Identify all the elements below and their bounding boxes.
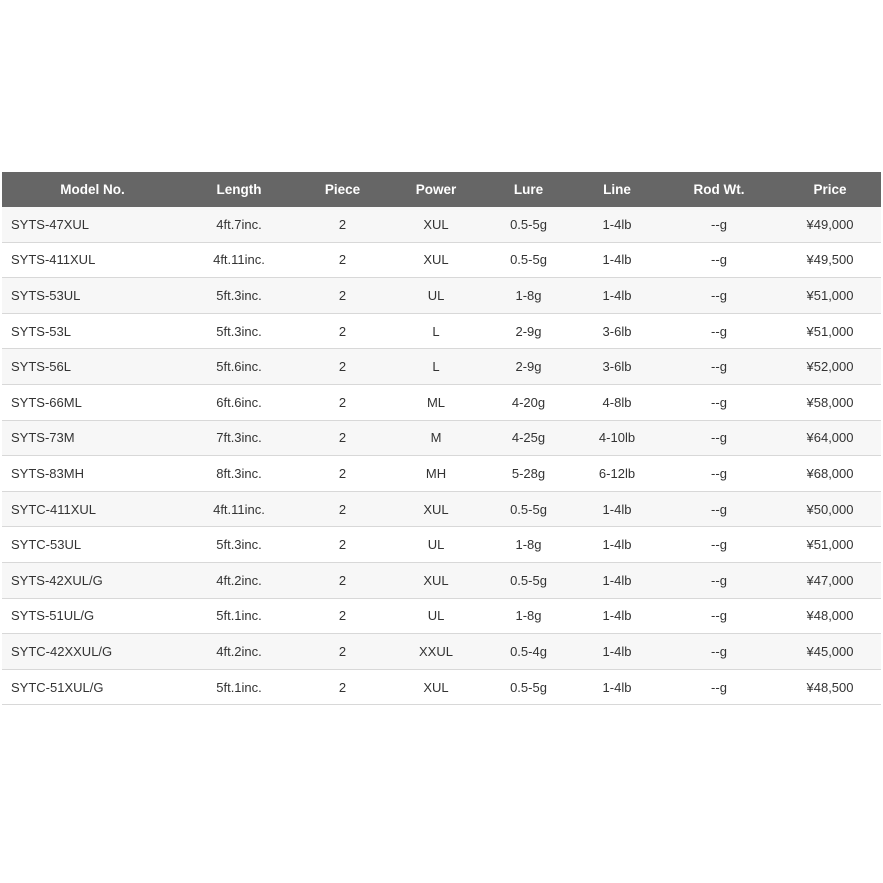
cell-lure: 0.5-5g bbox=[482, 242, 575, 278]
cell-model-no: SYTS-66ML bbox=[2, 384, 183, 420]
table-row bbox=[2, 242, 881, 278]
cell-piece: 2 bbox=[295, 242, 390, 278]
table-row bbox=[2, 278, 881, 314]
cell-length: 5ft.1inc. bbox=[183, 598, 295, 634]
header-line: Line bbox=[575, 172, 659, 207]
cell-price: ¥50,000 bbox=[779, 491, 881, 527]
cell-price: ¥48,000 bbox=[779, 598, 881, 634]
cell-lure: 4-25g bbox=[482, 420, 575, 456]
cell-length: 5ft.1inc. bbox=[183, 669, 295, 705]
cell-piece: 2 bbox=[295, 420, 390, 456]
cell-power: L bbox=[390, 313, 482, 349]
cell-lure: 1-8g bbox=[482, 598, 575, 634]
cell-lure: 0.5-4g bbox=[482, 634, 575, 670]
cell-model-no: SYTC-411XUL bbox=[2, 491, 183, 527]
cell-price: ¥51,000 bbox=[779, 313, 881, 349]
cell-model-no: SYTS-83MH bbox=[2, 456, 183, 492]
cell-line: 1-4lb bbox=[575, 207, 659, 242]
cell-lure: 0.5-5g bbox=[482, 669, 575, 705]
cell-line: 3-6lb bbox=[575, 313, 659, 349]
cell-line: 1-4lb bbox=[575, 278, 659, 314]
cell-model-no: SYTC-42XXUL/G bbox=[2, 634, 183, 670]
cell-price: ¥49,000 bbox=[779, 207, 881, 242]
table-body bbox=[2, 207, 881, 705]
cell-length: 6ft.6inc. bbox=[183, 384, 295, 420]
cell-line: 6-12lb bbox=[575, 456, 659, 492]
cell-model-no: SYTS-56L bbox=[2, 349, 183, 385]
cell-line: 1-4lb bbox=[575, 634, 659, 670]
cell-rod-weight: --g bbox=[659, 527, 779, 563]
header-length: Length bbox=[183, 172, 295, 207]
cell-rod-weight: --g bbox=[659, 384, 779, 420]
cell-line: 3-6lb bbox=[575, 349, 659, 385]
cell-length: 4ft.11inc. bbox=[183, 242, 295, 278]
cell-price: ¥64,000 bbox=[779, 420, 881, 456]
header-row bbox=[2, 172, 881, 207]
table-row bbox=[2, 634, 881, 670]
cell-length: 4ft.2inc. bbox=[183, 562, 295, 598]
cell-model-no: SYTS-411XUL bbox=[2, 242, 183, 278]
table-row bbox=[2, 562, 881, 598]
cell-rod-weight: --g bbox=[659, 456, 779, 492]
table-row bbox=[2, 669, 881, 705]
cell-line: 1-4lb bbox=[575, 527, 659, 563]
cell-length: 5ft.3inc. bbox=[183, 527, 295, 563]
cell-lure: 1-8g bbox=[482, 278, 575, 314]
cell-line: 1-4lb bbox=[575, 562, 659, 598]
cell-power: XUL bbox=[390, 491, 482, 527]
table-row bbox=[2, 420, 881, 456]
cell-lure: 4-20g bbox=[482, 384, 575, 420]
cell-lure: 0.5-5g bbox=[482, 562, 575, 598]
cell-length: 5ft.6inc. bbox=[183, 349, 295, 385]
header-model-no: Model No. bbox=[2, 172, 183, 207]
cell-price: ¥58,000 bbox=[779, 384, 881, 420]
cell-length: 4ft.7inc. bbox=[183, 207, 295, 242]
cell-piece: 2 bbox=[295, 456, 390, 492]
header-rod-weight: Rod Wt. bbox=[659, 172, 779, 207]
cell-piece: 2 bbox=[295, 278, 390, 314]
cell-power: XUL bbox=[390, 562, 482, 598]
table-row bbox=[2, 527, 881, 563]
cell-piece: 2 bbox=[295, 634, 390, 670]
cell-line: 4-10lb bbox=[575, 420, 659, 456]
cell-rod-weight: --g bbox=[659, 278, 779, 314]
cell-piece: 2 bbox=[295, 527, 390, 563]
cell-length: 7ft.3inc. bbox=[183, 420, 295, 456]
cell-power: XUL bbox=[390, 669, 482, 705]
cell-power: XUL bbox=[390, 207, 482, 242]
cell-rod-weight: --g bbox=[659, 313, 779, 349]
cell-power: UL bbox=[390, 598, 482, 634]
cell-length: 5ft.3inc. bbox=[183, 278, 295, 314]
cell-piece: 2 bbox=[295, 384, 390, 420]
table-row bbox=[2, 313, 881, 349]
table-row bbox=[2, 491, 881, 527]
cell-price: ¥52,000 bbox=[779, 349, 881, 385]
cell-line: 1-4lb bbox=[575, 598, 659, 634]
cell-rod-weight: --g bbox=[659, 669, 779, 705]
cell-length: 5ft.3inc. bbox=[183, 313, 295, 349]
header-power: Power bbox=[390, 172, 482, 207]
cell-length: 8ft.3inc. bbox=[183, 456, 295, 492]
cell-model-no: SYTS-73M bbox=[2, 420, 183, 456]
cell-price: ¥49,500 bbox=[779, 242, 881, 278]
cell-price: ¥45,000 bbox=[779, 634, 881, 670]
cell-power: XUL bbox=[390, 242, 482, 278]
cell-power: L bbox=[390, 349, 482, 385]
cell-piece: 2 bbox=[295, 598, 390, 634]
cell-rod-weight: --g bbox=[659, 634, 779, 670]
cell-line: 4-8lb bbox=[575, 384, 659, 420]
cell-rod-weight: --g bbox=[659, 420, 779, 456]
spec-table bbox=[2, 172, 881, 705]
cell-power: M bbox=[390, 420, 482, 456]
cell-line: 1-4lb bbox=[575, 669, 659, 705]
cell-model-no: SYTC-53UL bbox=[2, 527, 183, 563]
cell-length: 4ft.2inc. bbox=[183, 634, 295, 670]
cell-lure: 0.5-5g bbox=[482, 491, 575, 527]
cell-rod-weight: --g bbox=[659, 349, 779, 385]
cell-price: ¥47,000 bbox=[779, 562, 881, 598]
cell-model-no: SYTS-47XUL bbox=[2, 207, 183, 242]
cell-rod-weight: --g bbox=[659, 242, 779, 278]
cell-rod-weight: --g bbox=[659, 562, 779, 598]
cell-rod-weight: --g bbox=[659, 491, 779, 527]
table-row bbox=[2, 456, 881, 492]
cell-piece: 2 bbox=[295, 349, 390, 385]
cell-model-no: SYTC-51XUL/G bbox=[2, 669, 183, 705]
cell-model-no: SYTS-51UL/G bbox=[2, 598, 183, 634]
cell-lure: 1-8g bbox=[482, 527, 575, 563]
table-row bbox=[2, 207, 881, 242]
cell-price: ¥68,000 bbox=[779, 456, 881, 492]
cell-length: 4ft.11inc. bbox=[183, 491, 295, 527]
cell-line: 1-4lb bbox=[575, 491, 659, 527]
table-row bbox=[2, 349, 881, 385]
cell-piece: 2 bbox=[295, 313, 390, 349]
cell-power: UL bbox=[390, 278, 482, 314]
cell-lure: 0.5-5g bbox=[482, 207, 575, 242]
cell-price: ¥51,000 bbox=[779, 527, 881, 563]
cell-lure: 5-28g bbox=[482, 456, 575, 492]
cell-price: ¥51,000 bbox=[779, 278, 881, 314]
cell-power: XXUL bbox=[390, 634, 482, 670]
cell-piece: 2 bbox=[295, 207, 390, 242]
cell-piece: 2 bbox=[295, 669, 390, 705]
header-price: Price bbox=[779, 172, 881, 207]
cell-model-no: SYTS-53UL bbox=[2, 278, 183, 314]
cell-power: MH bbox=[390, 456, 482, 492]
cell-piece: 2 bbox=[295, 491, 390, 527]
cell-power: UL bbox=[390, 527, 482, 563]
header-lure: Lure bbox=[482, 172, 575, 207]
cell-piece: 2 bbox=[295, 562, 390, 598]
cell-price: ¥48,500 bbox=[779, 669, 881, 705]
header-piece: Piece bbox=[295, 172, 390, 207]
table-row bbox=[2, 598, 881, 634]
table-row bbox=[2, 384, 881, 420]
cell-model-no: SYTS-42XUL/G bbox=[2, 562, 183, 598]
cell-power: ML bbox=[390, 384, 482, 420]
cell-lure: 2-9g bbox=[482, 349, 575, 385]
cell-line: 1-4lb bbox=[575, 242, 659, 278]
cell-model-no: SYTS-53L bbox=[2, 313, 183, 349]
cell-lure: 2-9g bbox=[482, 313, 575, 349]
cell-rod-weight: --g bbox=[659, 207, 779, 242]
cell-rod-weight: --g bbox=[659, 598, 779, 634]
